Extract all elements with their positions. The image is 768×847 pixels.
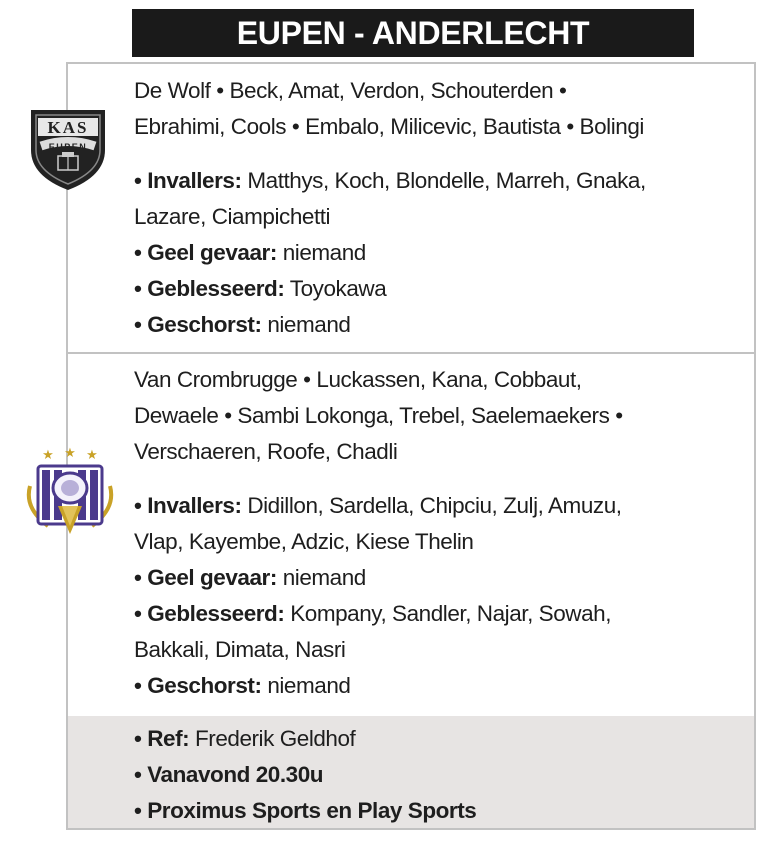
- team-divider: [66, 352, 756, 354]
- eupen-invallers-cont: Lazare, Ciampichetti: [134, 204, 331, 229]
- svg-text:★: ★: [86, 447, 98, 462]
- anderlecht-geschorst-value: niemand: [261, 673, 351, 698]
- kickoff-time: • Vanavond 20.30u: [134, 762, 324, 787]
- anderlecht-section: [134, 362, 744, 704]
- match-title: EUPEN - ANDERLECHT: [132, 9, 694, 57]
- anderlecht-invallers: [134, 488, 744, 524]
- eupen-geschorst-label: • Geschorst:: [134, 312, 262, 337]
- anderlecht-geschorst-label: • Geschorst:: [134, 673, 262, 698]
- anderlecht-geblesseerd-cont: Bakkali, Dimata, Nasri: [134, 637, 346, 662]
- anderlecht-lineup-line: Van Crombrugge • Luckassen, Kana, Cobbaut,: [134, 367, 582, 392]
- anderlecht-lineup-line: Verschaeren, Roofe, Chadli: [134, 439, 398, 464]
- eupen-geel-value: niemand: [276, 240, 366, 265]
- svg-text:★: ★: [42, 447, 54, 462]
- anderlecht-geblesseerd-label: • Geblesseerd:: [134, 601, 285, 626]
- anderlecht-geel-gevaar: [134, 560, 744, 596]
- eupen-geel-gevaar: [134, 235, 744, 271]
- kas-eupen-crest-icon: [27, 106, 109, 192]
- eupen-section: [134, 73, 744, 343]
- anderlecht-geel-label: • Geel gevaar:: [134, 565, 277, 590]
- eupen-geblesseerd: [134, 271, 744, 307]
- rsc-anderlecht-crest-icon: [22, 446, 118, 538]
- anderlecht-invallers-label: • Invallers:: [134, 493, 242, 518]
- anderlecht-geschorst: [134, 668, 744, 704]
- anderlecht-geblesseerd-value: Kompany, Sandler, Najar, Sowah,: [284, 601, 612, 626]
- eupen-geel-label: • Geel gevaar:: [134, 240, 277, 265]
- eupen-geblesseerd-value: Toyokawa: [284, 276, 387, 301]
- anderlecht-geel-value: niemand: [276, 565, 366, 590]
- footer-section: [134, 721, 744, 829]
- eupen-crest-banner: EUPEN: [48, 142, 88, 152]
- anderlecht-lineup-line: Dewaele • Sambi Lokonga, Trebel, Saelemaekers •: [134, 403, 623, 428]
- referee-label: • Ref:: [134, 726, 190, 751]
- broadcast-info: • Proximus Sports en Play Sports: [134, 798, 477, 823]
- eupen-geblesseerd-label: • Geblesseerd:: [134, 276, 285, 301]
- eupen-invallers-value: Matthys, Koch, Blondelle, Marreh, Gnaka,: [241, 168, 646, 193]
- eupen-invallers: [134, 163, 744, 199]
- eupen-geschorst-value: niemand: [261, 312, 351, 337]
- anderlecht-invallers-cont: Vlap, Kayembe, Adzic, Kiese Thelin: [134, 529, 474, 554]
- anderlecht-invallers-value: Didillon, Sardella, Chipciu, Zulj, Amuzu,: [241, 493, 622, 518]
- anderlecht-geblesseerd: [134, 596, 744, 632]
- eupen-lineup-line: De Wolf • Beck, Amat, Verdon, Schouterden •: [134, 78, 567, 103]
- eupen-geschorst: [134, 307, 744, 343]
- eupen-invallers-label: • Invallers:: [134, 168, 242, 193]
- referee-line: [134, 721, 744, 757]
- svg-text:★: ★: [64, 446, 76, 460]
- eupen-lineup-line: Ebrahimi, Cools • Embalo, Milicevic, Bautista • Bolingi: [134, 114, 644, 139]
- referee-value: Frederik Geldhof: [189, 726, 356, 751]
- eupen-crest-lettering: KAS: [47, 118, 89, 137]
